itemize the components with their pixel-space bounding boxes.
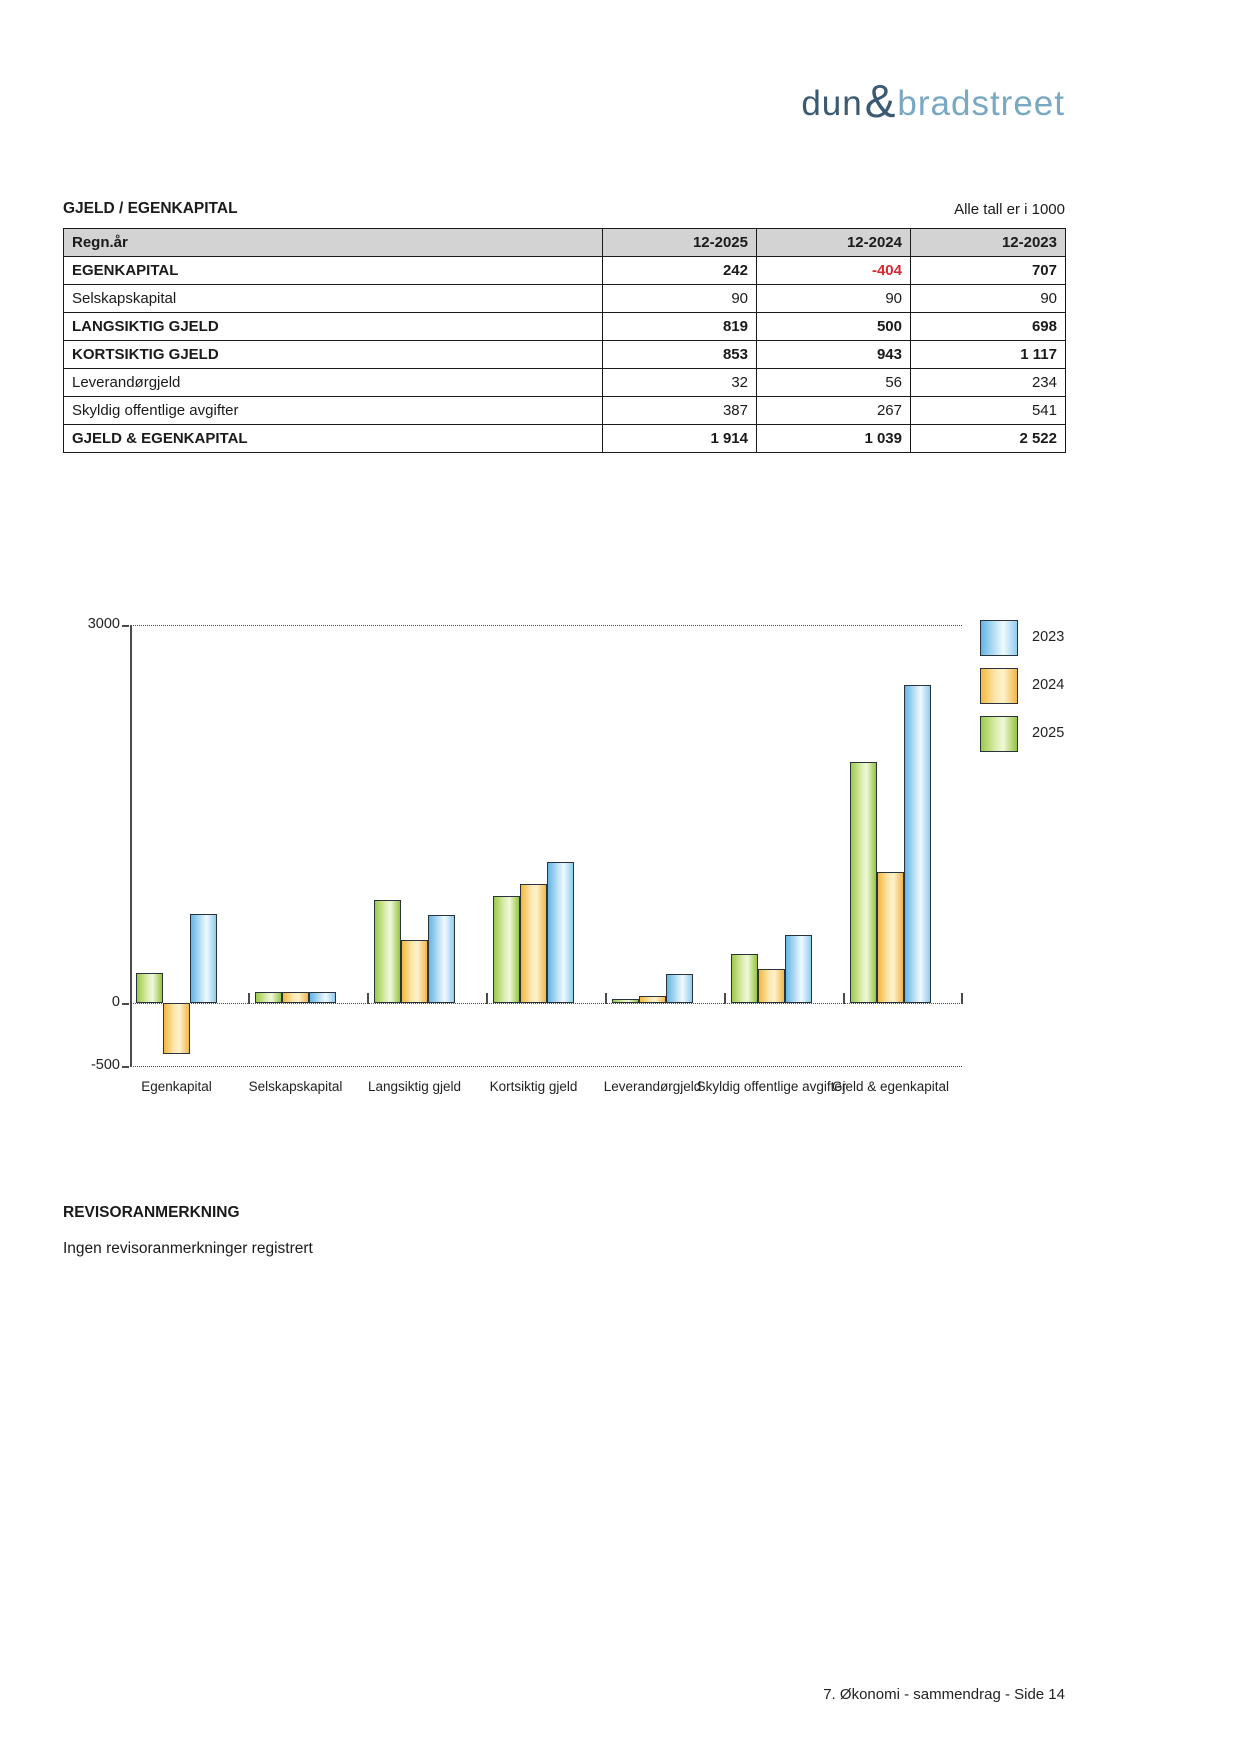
y-axis-tick-0 bbox=[122, 1003, 129, 1005]
bar-2024-leverand-rgjeld bbox=[639, 996, 666, 1003]
bar-2024-egenkapital bbox=[163, 1003, 190, 1054]
header-12-2023: 12-2023 bbox=[911, 229, 1066, 257]
bar-2024-selskapskapital bbox=[282, 992, 309, 1003]
section-title: GJELD / EGENKAPITAL bbox=[63, 200, 238, 217]
cell-value: 2 522 bbox=[911, 425, 1066, 453]
units-note: Alle tall er i 1000 bbox=[954, 201, 1065, 218]
revisor-text: Ingen revisoranmerkninger registrert bbox=[63, 1240, 313, 1257]
legend-swatch-2025 bbox=[980, 716, 1018, 752]
cell-value: 1 914 bbox=[603, 425, 757, 453]
category-label-leverand-rgjeld: Leverandørgjeld bbox=[603, 1079, 702, 1094]
cell-value: 943 bbox=[757, 341, 911, 369]
bar-2025-gjeld-egenkapital bbox=[850, 762, 877, 1003]
bar-2024-kortsiktig-gjeld bbox=[520, 884, 547, 1003]
row-label: Selskapskapital bbox=[64, 285, 603, 313]
header-12-2024: 12-2024 bbox=[757, 229, 911, 257]
legend-label-2024: 2024 bbox=[1032, 677, 1065, 693]
bar-2023-selskapskapital bbox=[309, 992, 336, 1003]
y-axis-tick-3000 bbox=[122, 625, 129, 627]
bar-2025-leverand-rgjeld bbox=[612, 999, 639, 1003]
gridline--500 bbox=[130, 1066, 962, 1067]
cell-value: 819 bbox=[603, 313, 757, 341]
cell-value: 56 bbox=[757, 369, 911, 397]
bar-2025-skyldig-offentlige-avgifter bbox=[731, 954, 758, 1003]
bar-2025-kortsiktig-gjeld bbox=[493, 896, 520, 1003]
cell-value: 32 bbox=[603, 369, 757, 397]
y-axis-line bbox=[130, 625, 132, 1066]
legend-label-2025: 2025 bbox=[1032, 725, 1065, 741]
logo-ampersand: & bbox=[864, 75, 896, 127]
category-label-langsiktig-gjeld: Langsiktig gjeld bbox=[367, 1079, 462, 1094]
bar-2023-kortsiktig-gjeld bbox=[547, 862, 574, 1003]
cell-value: 242 bbox=[603, 257, 757, 285]
bar-2023-langsiktig-gjeld bbox=[428, 915, 455, 1003]
legend-label-2023: 2023 bbox=[1032, 629, 1065, 645]
table-row-gjeld-egenkapital-total bbox=[64, 425, 1066, 453]
y-axis-label-3000: 3000 bbox=[87, 616, 120, 632]
dun-and-bradstreet-logo bbox=[801, 72, 1065, 126]
cell-value: 853 bbox=[603, 341, 757, 369]
cell-value: 267 bbox=[757, 397, 911, 425]
table-row-kortsiktig-gjeld bbox=[64, 341, 1066, 369]
row-label: Skyldig offentlige avgifter bbox=[64, 397, 603, 425]
cell-value: 707 bbox=[911, 257, 1066, 285]
cell-value-negative: -404 bbox=[757, 257, 911, 285]
bar-2023-gjeld-egenkapital bbox=[904, 685, 931, 1003]
liabilities-equity-table bbox=[63, 228, 1066, 453]
bar-2024-skyldig-offentlige-avgifter bbox=[758, 969, 785, 1003]
category-label-skyldig-offentlige-avgifter: Skyldig offentlige avgifter bbox=[696, 1079, 847, 1094]
bar-2023-egenkapital bbox=[190, 914, 217, 1003]
logo-bradstreet-text: bradstreet bbox=[897, 84, 1065, 123]
table-row-skyldig-offentlige-avgifter bbox=[64, 397, 1066, 425]
y-axis-label-0: 0 bbox=[111, 994, 120, 1010]
gridline-0 bbox=[130, 1003, 962, 1004]
table-header-row bbox=[64, 229, 1066, 257]
header-regnar: Regn.år bbox=[64, 229, 603, 257]
table-row-leverandorgjeld bbox=[64, 369, 1066, 397]
header-12-2025: 12-2025 bbox=[603, 229, 757, 257]
bar-2024-langsiktig-gjeld bbox=[401, 940, 428, 1003]
row-label: EGENKAPITAL bbox=[64, 257, 603, 285]
category-label-gjeld-egenkapital: Gjeld & egenkapital bbox=[831, 1079, 950, 1094]
cell-value: 387 bbox=[603, 397, 757, 425]
cell-value: 541 bbox=[911, 397, 1066, 425]
table-row-selskapskapital bbox=[64, 285, 1066, 313]
row-label: LANGSIKTIG GJELD bbox=[64, 313, 603, 341]
cell-value: 1 039 bbox=[757, 425, 911, 453]
row-label: GJELD & EGENKAPITAL bbox=[64, 425, 603, 453]
cell-value: 90 bbox=[603, 285, 757, 313]
legend-swatch-2024 bbox=[980, 668, 1018, 704]
liabilities-equity-bar-chart bbox=[0, 550, 1241, 1130]
cell-value: 698 bbox=[911, 313, 1066, 341]
cell-value: 1 117 bbox=[911, 341, 1066, 369]
logo-dun-text: dun bbox=[801, 84, 863, 123]
bar-2023-leverand-rgjeld bbox=[666, 974, 693, 1003]
category-label-kortsiktig-gjeld: Kortsiktig gjeld bbox=[489, 1079, 578, 1094]
row-label: Leverandørgjeld bbox=[64, 369, 603, 397]
bar-2025-selskapskapital bbox=[255, 992, 282, 1003]
cell-value: 90 bbox=[911, 285, 1066, 313]
table-row-langsiktig-gjeld bbox=[64, 313, 1066, 341]
cell-value: 90 bbox=[757, 285, 911, 313]
bar-2023-skyldig-offentlige-avgifter bbox=[785, 935, 812, 1003]
cell-value: 500 bbox=[757, 313, 911, 341]
category-label-selskapskapital: Selskapskapital bbox=[248, 1079, 343, 1094]
bar-2024-gjeld-egenkapital bbox=[877, 872, 904, 1003]
cell-value: 234 bbox=[911, 369, 1066, 397]
page-footer: 7. Økonomi - sammendrag - Side 14 bbox=[823, 1686, 1065, 1703]
legend-swatch-2023 bbox=[980, 620, 1018, 656]
bar-2025-langsiktig-gjeld bbox=[374, 900, 401, 1003]
y-axis-label--500: -500 bbox=[90, 1057, 120, 1073]
category-label-egenkapital: Egenkapital bbox=[141, 1079, 212, 1094]
y-axis-tick--500 bbox=[122, 1066, 129, 1068]
bar-2025-egenkapital bbox=[136, 973, 163, 1003]
gridline-3000 bbox=[130, 625, 962, 626]
table-row-egenkapital bbox=[64, 257, 1066, 285]
revisor-heading: REVISORANMERKNING bbox=[63, 1204, 240, 1221]
row-label: KORTSIKTIG GJELD bbox=[64, 341, 603, 369]
